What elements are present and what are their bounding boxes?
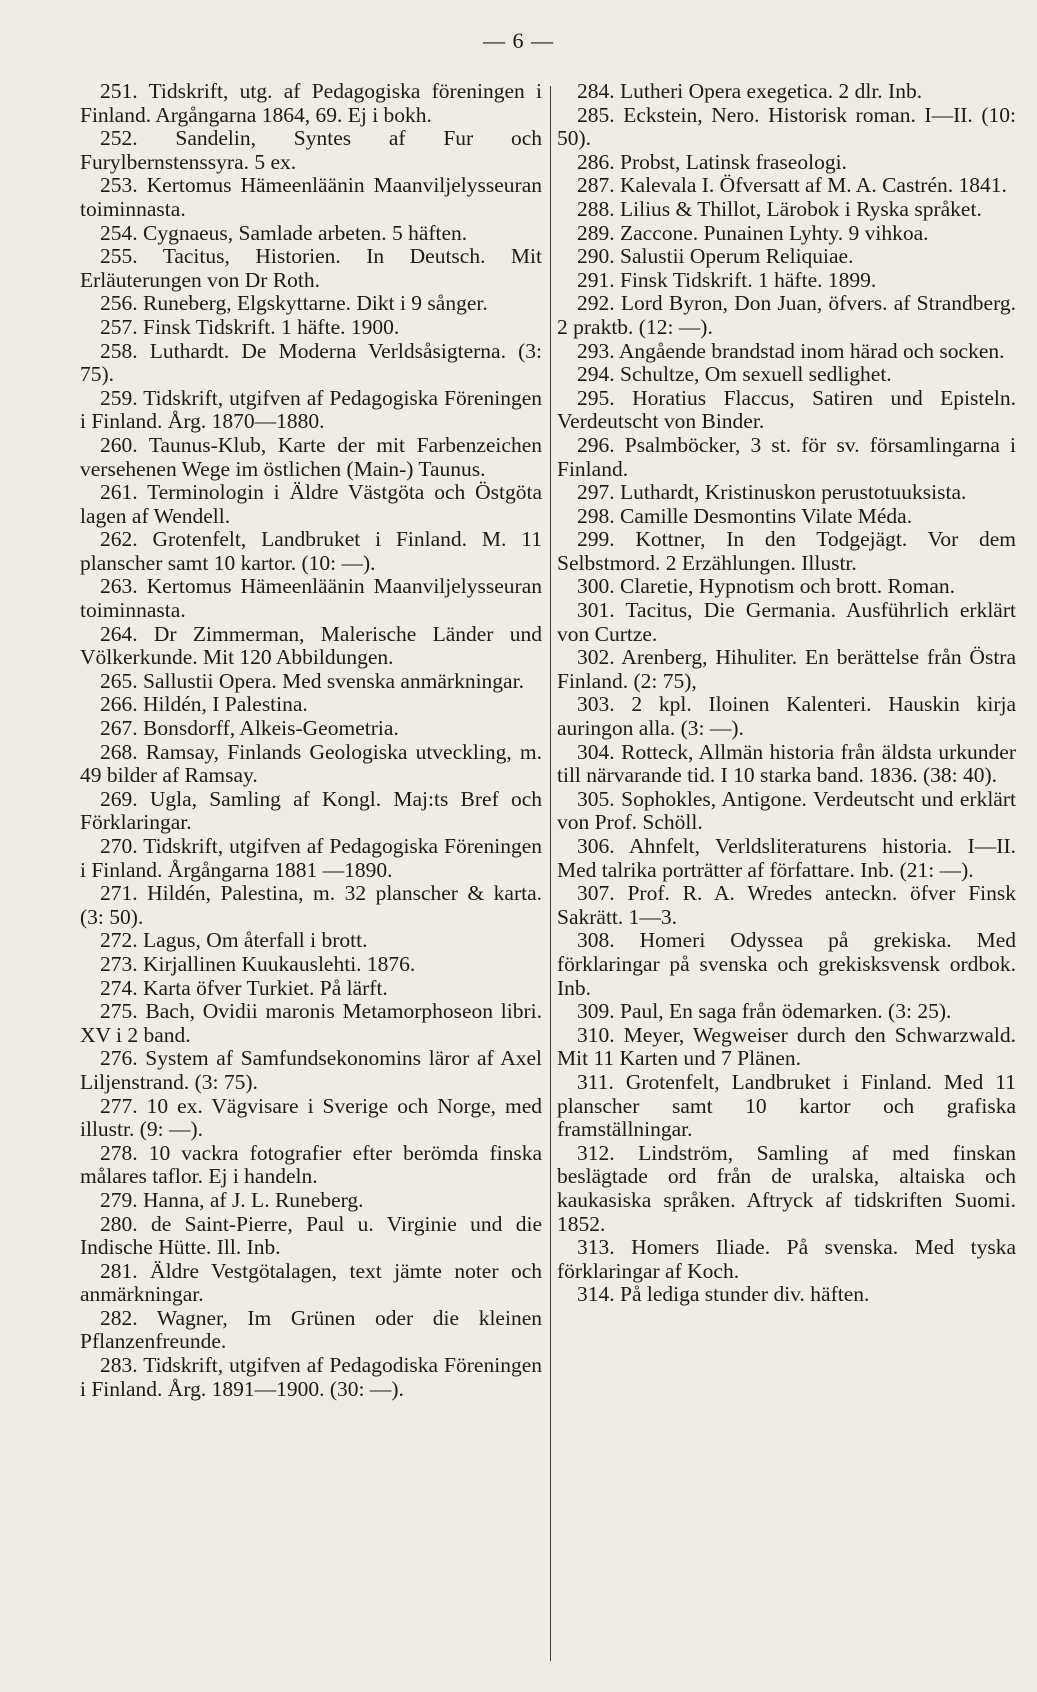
list-entry: 283. Tidskrift, utgifven af Pedagodiska Föreningen i Finland. Årg. 1891—1900. (30: —). (80, 1353, 542, 1401)
list-entry: 302. Arenberg, Hihuliter. En berättelse från Östra Finland. (2: 75), (557, 645, 1016, 693)
list-entry: 293. Angående brandstad inom härad och socken. (577, 338, 1005, 363)
list-entry: 264. Dr Zimmerman, Malerische Länder und Völkerkunde. Mit 120 Abbildungen. (80, 621, 542, 670)
list-entry: 274. Karta öfver Turkiet. På lärft. (100, 975, 388, 1000)
list-entry: 270. Tidskrift, utgifven af Pedagogiska Föreningen i Finland. Årgångarna 1881 —1890. (80, 834, 542, 882)
list-entry: 279. Hanna, af J. L. Runeberg. (100, 1187, 364, 1212)
list-entry: 259. Tidskrift, utgifven af Pedagogiska Föreningen i Finland. Årg. 1870—1880. (80, 385, 542, 434)
list-entry: 311. Grotenfelt, Landbruket i Finland. Med 11 planscher samt 10 kartor och grafiska framställningar. (557, 1069, 1016, 1142)
list-entry: 262. Grotenfelt, Landbruket i Finland. M. 11 planscher samt 10 kartor. (10: —). (80, 527, 542, 575)
list-entry: 253. Kertomus Hämeenläänin Maanviljelysseuran toiminnasta. (80, 173, 542, 221)
list-entry: 305. Sophokles, Antigone. Verdeutscht und erklärt von Prof. Schöll. (557, 786, 1016, 835)
list-entry: 298. Camille Desmontins Vilate Méda. (577, 503, 913, 528)
page-number: — 6 — (483, 28, 554, 53)
list-entry: 285. Eckstein, Nero. Historisk roman. I—II. (10: 50). (557, 102, 1016, 151)
list-entry: 273. Kirjallinen Kuukauslehti. 1876. (100, 951, 416, 976)
list-entry: 304. Rotteck, Allmän historia från äldsta urkunder till närvarande tid. I 10 starka band. 1836. (38: 40). (557, 739, 1016, 788)
list-entry: 256. Runeberg, Elgskyttarne. Dikt i 9 sånger. (100, 291, 488, 316)
list-entry: 278. 10 vackra fotografier efter berömda finska målares taflor. Ej i handeln. (80, 1140, 542, 1189)
list-entry: 301. Tacitus, Die Germania. Ausführlich erklärt von Curtze. (557, 598, 1016, 646)
list-entry: 308. Homeri Odyssea på grekiska. Med förklaringar på svenska och grekisksvensk ordbok. Inb. (557, 928, 1016, 1000)
list-entry: 288. Lilius & Thillot, Lärobok i Ryska språket. (577, 196, 982, 221)
list-entry: 251. Tidskrift, utg. af Pedagogiska föreningen i Finland. Argångarna 1864, 69. Ej i bokh. (80, 79, 542, 127)
list-entry: 258. Luthardt. De Moderna Verldsåsigterna. (3: 75). (80, 338, 542, 387)
list-entry: 271. Hildén, Palestina, m. 32 planscher & karta. (3: 50). (80, 881, 542, 929)
list-entry: 314. På lediga stunder div. häften. (577, 1282, 870, 1307)
list-entry: 280. de Saint-Pierre, Paul u. Virginie und die Indische Hütte. Ill. Inb. (80, 1211, 542, 1260)
left-column (80, 80, 542, 1401)
list-entry: 299. Kottner, In den Todgejägt. Vor dem Selbstmord. 2 Erzählungen. Illustr. (557, 527, 1016, 575)
list-entry: 281. Äldre Vestgötalagen, text jämte noter och anmärkningar. (80, 1258, 542, 1307)
list-entry: 289. Zaccone. Punainen Lyhty. 9 vihkoa. (577, 220, 929, 245)
list-entry: 303. 2 kpl. Iloinen Kalenteri. Hauskin kirja auringon alla. (3: —). (557, 692, 1016, 741)
list-entry: 269. Ugla, Samling af Kongl. Maj:ts Bref och Förklaringar. (80, 786, 542, 835)
list-entry: 313. Homers Iliade. På svenska. Med tyska förklaringar af Koch. (557, 1235, 1016, 1283)
list-entry: 284. Lutheri Opera exegetica. 2 dlr. Inb. (577, 79, 923, 103)
list-entry: 292. Lord Byron, Don Juan, öfvers. af Strandberg. 2 praktb. (12: —). (557, 291, 1016, 339)
list-entry: 287. Kalevala I. Öfversatt af M. A. Castrén. 1841. (577, 173, 1007, 198)
list-entry: 268. Ramsay, Finlands Geologiska utveckling, m. 49 bilder af Ramsay. (80, 739, 542, 788)
list-entry: 312. Lindström, Samling af med finskan beslägtade ord från de uralska, altaiska och kaukasiska språken. Aftryck af tidskriften Suomi. 1852. (557, 1140, 1016, 1236)
list-entry: 282. Wagner, Im Grünen oder die kleinen Pflanzenfreunde. (80, 1305, 542, 1354)
list-entry: 257. Finsk Tidskrift. 1 häfte. 1900. (100, 314, 400, 339)
list-entry: 310. Meyer, Wegweiser durch den Schwarzwald. Mit 11 Karten und 7 Plänen. (557, 1022, 1016, 1071)
list-entry: 260. Taunus-Klub, Karte der mit Farbenzeichen versehenen Wege im östlichen (Main-) Taunus. (80, 432, 542, 481)
list-entry: 272. Lagus, Om återfall i brott. (100, 928, 368, 953)
list-entry: 309. Paul, En saga från ödemarken. (3: 25). (577, 999, 952, 1024)
list-entry: 296. Psalmböcker, 3 st. för sv. församlingarna i Finland. (557, 432, 1016, 481)
list-entry: 255. Tacitus, Historien. In Deutsch. Mit Erläuterungen von Dr Roth. (80, 244, 542, 292)
list-entry: 265. Sallustii Opera. Med svenska anmärkningar. (100, 668, 524, 693)
list-entry: 277. 10 ex. Vägvisare i Sverige och Norge, med illustr. (9: —). (80, 1093, 542, 1142)
list-entry: 290. Salustii Operum Reliquiae. (577, 244, 854, 269)
list-entry: 307. Prof. R. A. Wredes anteckn. öfver Finsk Sakrätt. 1—3. (557, 881, 1016, 929)
list-entry: 294. Schultze, Om sexuell sedlighet. (577, 362, 892, 387)
right-column (557, 80, 1016, 1307)
list-entry: 306. Ahnfelt, Verldsliteraturens historia. I—II. Med talrika porträtter af författare. Inb. (21: —). (557, 834, 1016, 882)
list-entry: 267. Bonsdorff, Alkeis-Geometria. (100, 716, 399, 741)
list-entry: 261. Terminologin i Äldre Västgöta och Östgöta lagen af Wendell. (80, 480, 542, 528)
list-entry: 300. Claretie, Hypnotism och brott. Roman. (577, 574, 955, 599)
list-entry: 263. Kertomus Hämeenläänin Maanviljelysseuran toiminnasta. (80, 574, 542, 623)
list-entry: 297. Luthardt, Kristinuskon perustotuuksista. (577, 480, 967, 505)
list-entry: 286. Probst, Latinsk fraseologi. (577, 149, 847, 174)
list-entry: 275. Bach, Ovidii maronis Metamorphoseon libri. XV i 2 band. (80, 999, 542, 1047)
list-entry: 254. Cygnaeus, Samlade arbeten. 5 häften. (100, 220, 468, 245)
list-entry: 276. System af Samfundsekonomins läror af Axel Liljenstrand. (3: 75). (80, 1046, 542, 1094)
column-divider (550, 86, 551, 1661)
list-entry: 252. Sandelin, Syntes af Fur och Furylbernstenssyra. 5 ex. (80, 126, 542, 174)
list-entry: 291. Finsk Tidskrift. 1 häfte. 1899. (577, 267, 877, 292)
list-entry: 266. Hildén, I Palestina. (100, 692, 308, 717)
list-entry: 295. Horatius Flaccus, Satiren und Episteln. Verdeutscht von Binder. (557, 385, 1016, 434)
